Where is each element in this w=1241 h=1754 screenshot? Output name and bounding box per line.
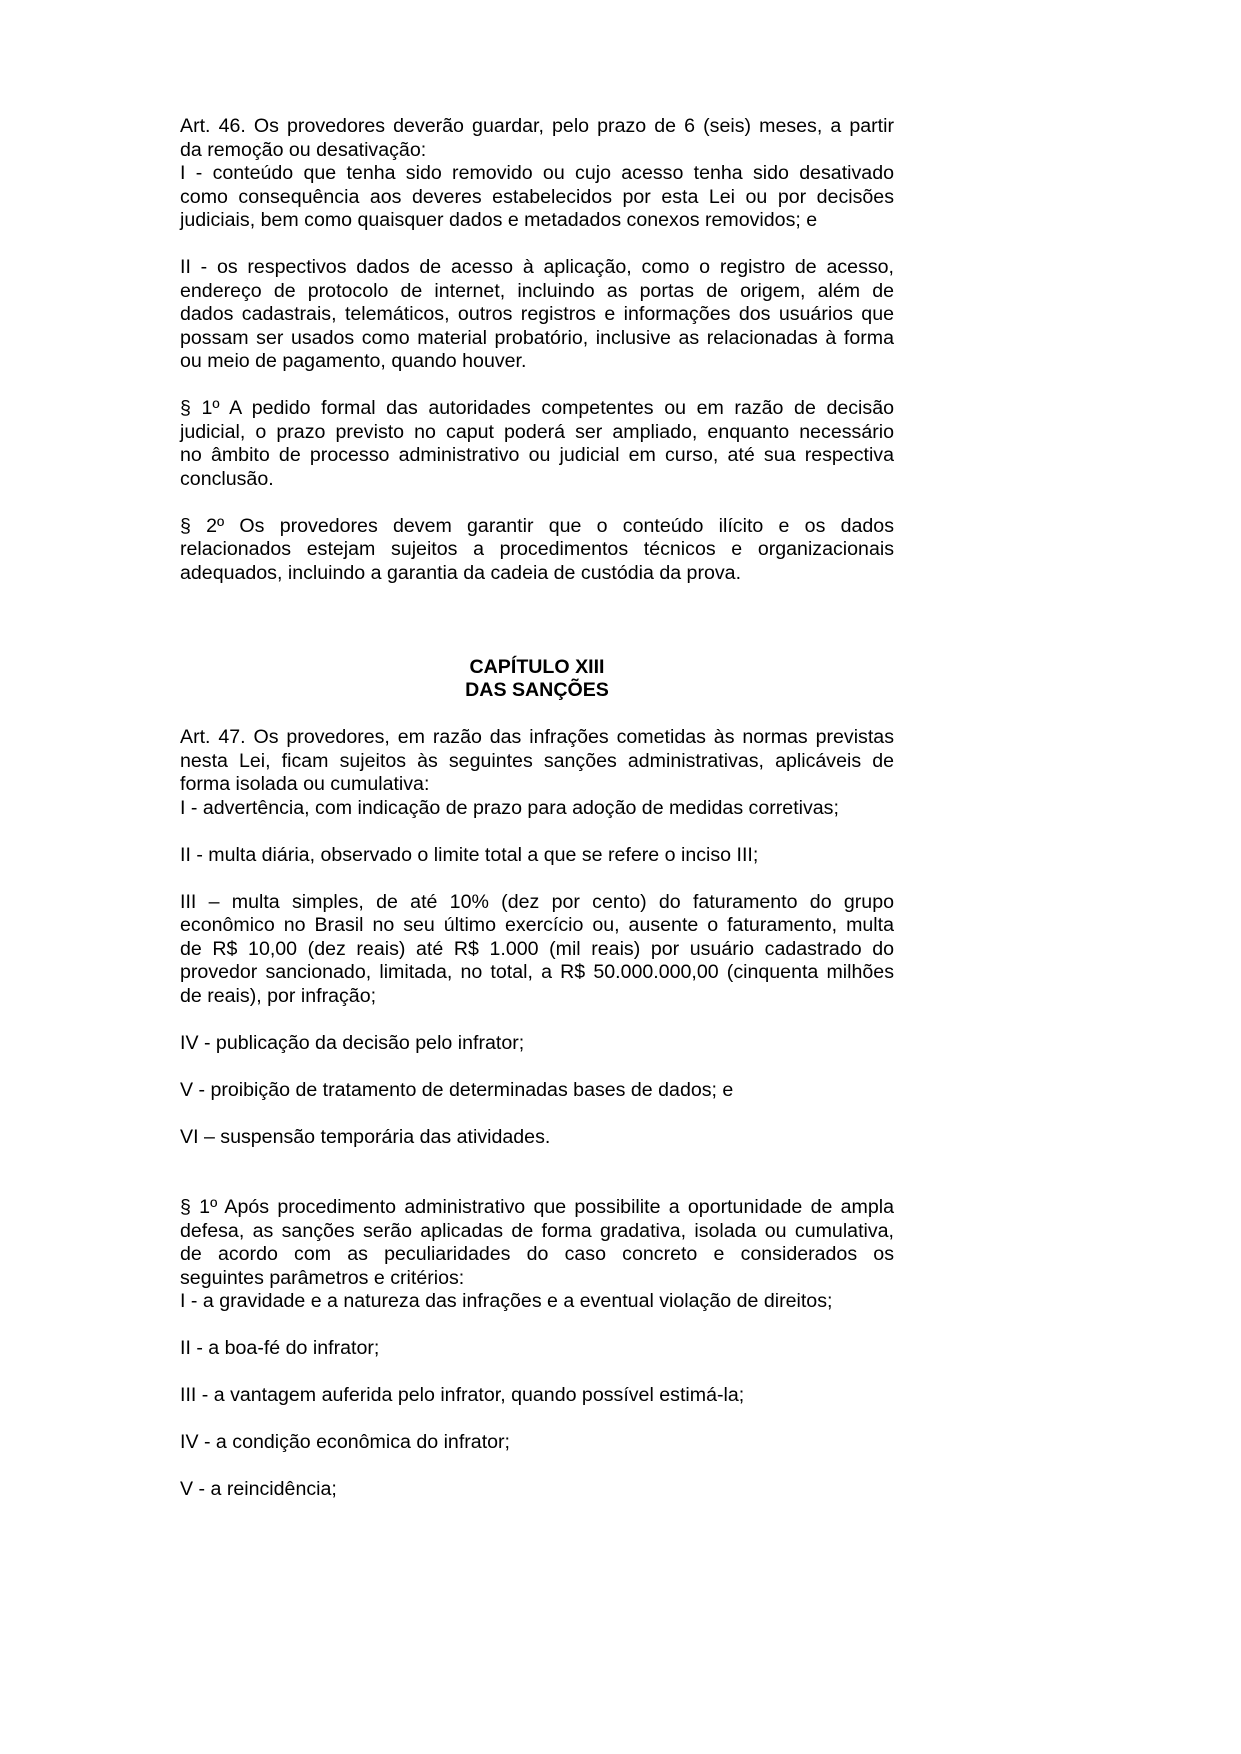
art47-inciso-VI [180, 1126, 894, 1150]
text-line: § 1º A pedido formal das autoridades competentes ou em razão de decisão [180, 397, 894, 419]
text-line: seguintes parâmetros e critérios: [180, 1266, 465, 1289]
chapter-title: DAS SANÇÕES [465, 679, 609, 701]
art47-inciso-I [180, 797, 894, 821]
text-line: § 1º Após procedimento administrativo que possibilite a oportunidade de ampla [180, 1196, 894, 1218]
art47-par1-inciso-II [180, 1337, 894, 1361]
art47-inciso-III [180, 891, 894, 1009]
text-line: judicial, o prazo previsto no caput poderá ser ampliado, enquanto necessário [180, 420, 894, 443]
text-line: dados cadastrais, telemáticos, outros registros e informações dos usuários que [180, 303, 894, 325]
art47-par1-inciso-III [180, 1384, 894, 1408]
text-line: defesa, as sanções serão aplicadas de forma gradativa, isolada ou cumulativa, [180, 1219, 894, 1242]
text-line: V - proibição de tratamento de determinadas bases de dados; e [180, 1078, 734, 1101]
text-line: no âmbito de processo administrativo ou judicial em curso, até sua respectiva [180, 444, 894, 466]
text-line: como consequência aos deveres estabelecidos por esta Lei ou por decisões [180, 185, 894, 208]
text-line: III – multa simples, de até 10% (dez por cento) do faturamento do grupo [180, 890, 894, 913]
text-line: de R$ 10,00 (dez reais) até R$ 1.000 (mil reais) por usuário cadastrado do [180, 937, 894, 960]
text-line: II - a boa-fé do infrator; [180, 1337, 380, 1359]
art46-intro [180, 115, 894, 162]
text-line: judiciais, bem como quaisquer dados e metadados conexos removidos; e [180, 209, 818, 231]
art47-intro [180, 726, 894, 797]
art46-paragraph-2 [180, 515, 894, 586]
text-line: VI – suspensão temporária das atividades. [180, 1125, 551, 1148]
document-page [180, 115, 894, 1502]
text-line: da remoção ou desativação: [180, 138, 427, 161]
text-line: § 2º Os provedores devem garantir que o conteúdo ilícito e os dados [180, 514, 894, 537]
text-line: Art. 46. Os provedores deverão guardar, pelo prazo de 6 (seis) meses, a partir [180, 115, 894, 137]
text-line: nesta Lei, ficam sujeitos às seguintes sanções administrativas, aplicáveis de [180, 749, 894, 772]
chapter-number: CAPÍTULO XIII [469, 655, 605, 678]
text-line: II - multa diária, observado o limite total a que se refere o inciso III; [180, 843, 759, 866]
text-line: relacionados estejam sujeitos a procedimentos técnicos e organizacionais [180, 538, 894, 560]
art47-inciso-V [180, 1079, 894, 1103]
text-line: I - advertência, com indicação de prazo para adoção de medidas corretivas; [180, 796, 839, 819]
text-line: de reais), por infração; [180, 984, 377, 1007]
text-line: forma isolada ou cumulativa: [180, 773, 430, 795]
text-line: adequados, incluindo a garantia da cadeia de custódia da prova. [180, 561, 742, 584]
text-line: I - a gravidade e a natureza das infrações e a eventual violação de direitos; [180, 1290, 833, 1312]
text-line: II - os respectivos dados de acesso à aplicação, como o registro de acesso, [180, 256, 894, 278]
art47-inciso-II [180, 844, 894, 868]
text-line: I - conteúdo que tenha sido removido ou cujo acesso tenha sido desativado [180, 162, 894, 184]
text-line: Art. 47. Os provedores, em razão das infrações cometidas às normas previstas [180, 726, 894, 748]
text-line: IV - publicação da decisão pelo infrator; [180, 1031, 525, 1054]
text-line: de acordo com as peculiaridades do caso concreto e considerados os [180, 1243, 894, 1265]
text-line: IV - a condição econômica do infrator; [180, 1431, 511, 1453]
art46-inciso-II [180, 256, 894, 374]
art46-paragraph-1 [180, 397, 894, 491]
text-line: ou meio de pagamento, quando houver. [180, 350, 527, 372]
art47-par1-inciso-I [180, 1290, 894, 1314]
text-line: V - a reincidência; [180, 1478, 337, 1500]
art47-par1-inciso-IV [180, 1431, 894, 1455]
text-line: provedor sancionado, limitada, no total, a R$ 50.000.000,00 (cinquenta milhões [180, 961, 894, 983]
art47-par1-inciso-V [180, 1478, 894, 1502]
text-line: endereço de protocolo de internet, incluindo as portas de origem, além de [180, 279, 894, 302]
text-line: possam ser usados como material probatório, inclusive as relacionadas à forma [180, 326, 894, 349]
text-line: econômico no Brasil no seu último exercício ou, ausente o faturamento, multa [180, 914, 894, 936]
text-line: III - a vantagem auferida pelo infrator, quando possível estimá-la; [180, 1384, 745, 1406]
art47-inciso-IV [180, 1032, 894, 1056]
art47-paragraph-1 [180, 1196, 894, 1290]
art46-inciso-I [180, 162, 894, 233]
text-line: conclusão. [180, 467, 274, 490]
